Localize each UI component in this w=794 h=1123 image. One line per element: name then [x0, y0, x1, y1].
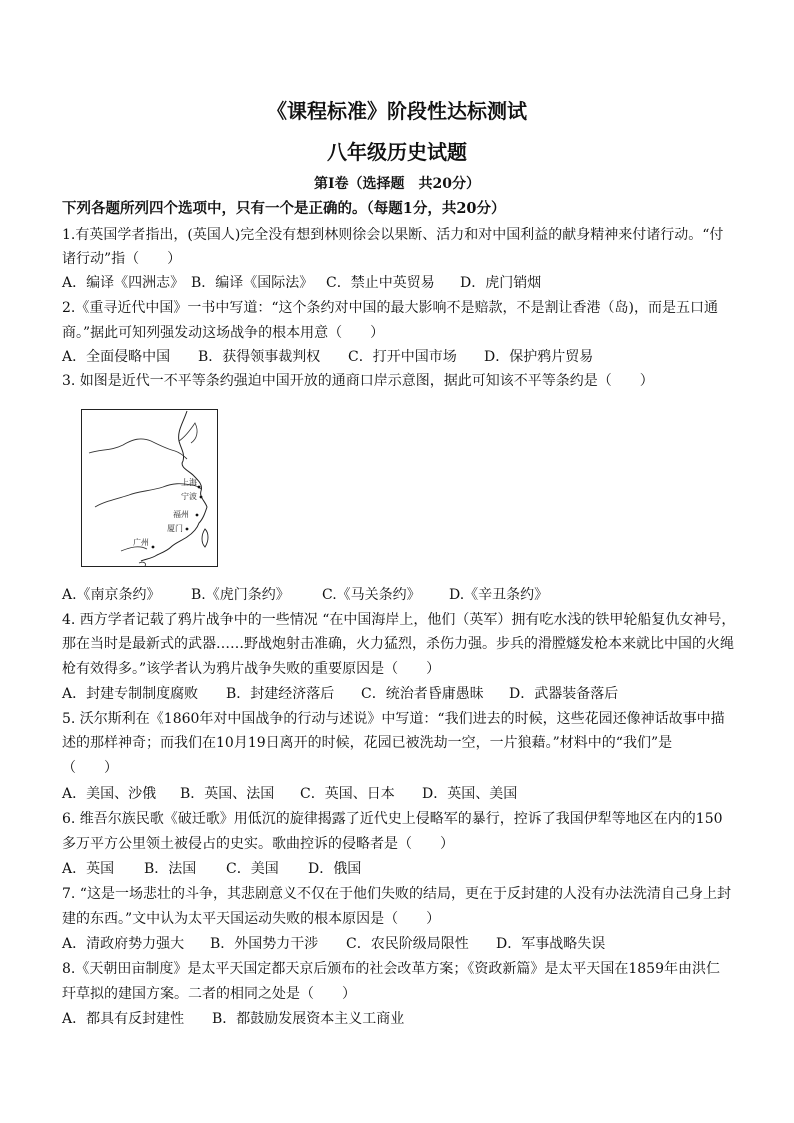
q1-options: [62, 274, 541, 292]
section-heading: 第Ⅰ卷（选择题 共20分）: [313, 176, 481, 192]
q5-stem-line-1: 5. 沃尔斯利在《1860年对中国战争的行动与述说》中写道：“我们进去的时候，这些花园还像神话故事中描: [62, 711, 725, 727]
map-label-shanghai: 上海: [181, 478, 197, 487]
q1-option-c[interactable]: C．禁止中英贸易: [326, 275, 435, 291]
port-marker: [200, 496, 203, 499]
q7-options: [62, 935, 605, 953]
q4-stem-line-1: 4. 西方学者记载了鸦片战争中的一些情况 “在中国海岸上，他们（英军）拥有吃水浅的铁甲轮船复仇女神号，: [62, 612, 736, 628]
q3-stem-line-1: 3. 如图是近代一不平等条约强迫中国开放的通商口岸示意图，据此可知该不平等条约是（ ）: [62, 373, 654, 389]
q5-option-d[interactable]: D．英国、美国: [422, 786, 518, 802]
q8-options: [62, 1010, 404, 1028]
q6-option-d[interactable]: D．俄国: [308, 861, 362, 877]
q1-option-d[interactable]: D．虎门销烟: [460, 275, 542, 291]
q4-option-d[interactable]: D．武器装备落后: [509, 686, 619, 702]
q7-option-b[interactable]: B．外国势力干涉: [210, 936, 319, 952]
q2-stem-line-2: 商。”据此可知列强发动这场战争的根本用意（ ）: [62, 325, 385, 341]
q8-option-a[interactable]: A．都具有反封建性: [62, 1011, 185, 1027]
q6-option-b[interactable]: B．法国: [144, 861, 197, 877]
q3-option-a[interactable]: A.《南京条约》: [62, 587, 161, 603]
q5-option-a[interactable]: A．美国、沙俄: [62, 786, 157, 802]
port-marker: [186, 528, 189, 531]
q3-option-d[interactable]: D.《辛丑条约》: [449, 587, 549, 603]
q6-stem-line-1: 6. 维吾尔族民歌《破迁歌》用低沉的旋律揭露了近代史上侵略军的暴行，控诉了我国伊犁等地区在内的150: [62, 811, 723, 827]
q7-option-a[interactable]: A．清政府势力强大: [62, 936, 185, 952]
q3-option-c[interactable]: C.《马关条约》: [322, 587, 421, 603]
q5-stem-line-2: 述的那样神奇；而我们在10月19日离开的时候，花园已被洗劫一空，一片狼藉。”材料中的“我们”是: [62, 735, 673, 751]
q6-option-a[interactable]: A．英国: [62, 861, 115, 877]
port-marker: [196, 514, 199, 517]
map-graphic: [81, 409, 218, 567]
q2-option-c[interactable]: C．打开中国市场: [348, 349, 457, 365]
q4-stem-line-2: 那在当时是最新式的武器……野战炮射击准确，火力猛烈，杀伤力强。步兵的滑膛燧发枪本来就比中国的火绳: [62, 636, 734, 652]
q8-option-b[interactable]: B．都鼓励发展资本主义工商业: [212, 1011, 405, 1027]
q4-option-b[interactable]: B．封建经济落后: [226, 686, 335, 702]
q7-option-c[interactable]: C．农民阶级局限性: [346, 936, 469, 952]
q6-stem-line-2: 多万平方公里领土被侵占的史实。歌曲控诉的侵略者是（ ）: [62, 836, 454, 852]
q1-option-a[interactable]: A．编译《四洲志》: [62, 275, 185, 291]
q2-option-d[interactable]: D．保护鸦片贸易: [484, 349, 594, 365]
exam-title: 《课程标准》阶段性达标测试: [267, 99, 527, 123]
q5-option-c[interactable]: C．英国、日本: [300, 786, 395, 802]
treaty-ports-map: [81, 409, 218, 567]
q3-option-b[interactable]: B.《虎门条约》: [191, 587, 290, 603]
exam-subtitle: 八年级历史试题: [327, 140, 467, 164]
map-label-guangzhou: 广州: [133, 538, 149, 547]
q5-option-b[interactable]: B．英国、法国: [180, 786, 275, 802]
q2-option-b[interactable]: B．获得领事裁判权: [198, 349, 321, 365]
q6-option-c[interactable]: C．美国: [226, 861, 279, 877]
map-label-ningbo: 宁波: [181, 492, 197, 501]
map-label-xiamen: 厦门: [167, 524, 183, 533]
q6-options: [62, 860, 361, 878]
q1-stem-line-2: 诸行动”指（ ）: [62, 251, 182, 267]
q2-stem-line-1: 2.《重寻近代中国》一书中写道：“这个条约对中国的最大影响不是赔款，不是割让香港（岛)，而是五口通: [62, 300, 718, 316]
q4-option-a[interactable]: A．封建专制制度腐败: [62, 686, 199, 702]
q4-stem-line-3: 枪有效得多。”该学者认为鸦片战争失败的重要原因是（ ）: [62, 661, 441, 677]
q2-options: [62, 348, 593, 366]
map-label-fuzhou: 福州: [173, 510, 189, 519]
q1-option-b[interactable]: B．编译《国际法》: [191, 275, 314, 291]
q7-stem-line-1: 7. “这是一场悲壮的斗争，其悲剧意义不仅在于他们失败的结局，更在于反封建的人没有办法洗清自己身上封: [62, 886, 731, 902]
q2-option-a[interactable]: A．全面侵略中国: [62, 349, 171, 365]
q8-stem-line-1: 8.《天朝田亩制度》是太平天国定都天京后颁布的社会改革方案；《资政新篇》是太平天国在1859年由洪仁: [62, 961, 720, 977]
port-marker: [152, 546, 155, 549]
q5-options: [62, 785, 517, 803]
q7-stem-line-2: 建的东西。”文中认为太平天国运动失败的根本原因是（ ）: [62, 911, 441, 927]
q3-options: [62, 586, 548, 604]
q5-stem-line-3: （ ）: [62, 760, 118, 776]
q7-option-d[interactable]: D．军事战略失误: [496, 936, 606, 952]
q8-stem-line-2: 玕草拟的建国方案。二者的相同之处是（ ）: [62, 986, 356, 1002]
q4-options: [62, 685, 618, 703]
instruction-text: 下列各题所列四个选项中，只有一个是正确的。（每题1分，共20分）: [62, 200, 506, 217]
q1-stem-line-1: 1.有英国学者指出，(英国人)完全没有想到林则徐会以果断、活力和对中国利益的献身精神来付诸行动。“付: [62, 227, 724, 243]
port-marker: [198, 486, 201, 489]
q4-option-c[interactable]: C．统治者昏庸愚昧: [361, 686, 484, 702]
